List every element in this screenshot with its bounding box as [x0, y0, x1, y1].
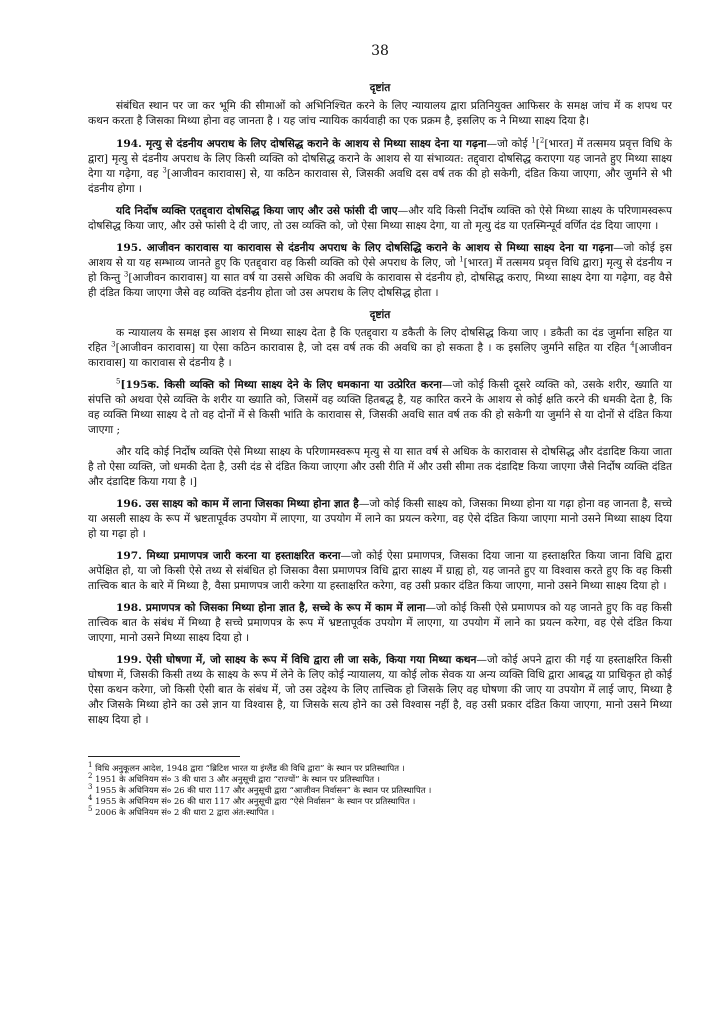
- section-195a-para-2: और यदि कोई निर्दोष व्यक्ति ऐसे मिथ्या साक्ष्य के परिणामस्वरूप मृत्यु से या सात वर्ष से अधिक के कारावास से दोषसिद्ध और दंडादिष्ट किया जाता है तो ऐसा व्यक्ति, जो धमकी देता है, उसी दंड से दंडित किया जाएगा और उसी रीति में और उसी सीमा तक दंडादिष्ट किया जाएगा जैसे निर्दोष व्यक्ति दंडित और दंडादिष्ट किया गया है ।]: [88, 446, 672, 488]
- section-195a: [88, 378, 672, 438]
- footnote-number: 3: [88, 783, 93, 792]
- section-195a-text: —जो कोई किसी दूसरे व्यक्ति को, उसके शरीर, ख्याति या संपत्ति को अथवा ऐसे व्यक्ति के शरीर या ख्याति को, जिसमें वह व्यक्ति हितबद्ध है, यह कारित करने के आशय से कोई क्षति करने की धमकी देता है, कि वह व्यक्ति मिथ्या साक्ष्य दे तो वह दोनों में से किसी भांति के कारावास से, जिसकी अवधि सात वर्ष तक की हो सकेगी या जुर्माने से या दोनों से दंडित किया जाएगा ;: [88, 379, 672, 436]
- section-197: [88, 549, 672, 594]
- footnote-text: 1951 के अधिनियम सं० 3 की धारा 3 और अनुसूची द्वारा “राज्यों” के स्थान पर प्रतिस्थापित ।: [95, 774, 380, 784]
- footnote: [88, 807, 672, 818]
- section-195: [88, 241, 672, 301]
- footnote-number: 2: [88, 772, 93, 781]
- section-196-title: 196. उस साक्ष्य को काम में लाना जिसका मिथ्या होना ज्ञात है: [116, 498, 359, 510]
- footnote-number: 4: [88, 794, 93, 803]
- section-198: [88, 601, 672, 646]
- footnote-ref: 4: [630, 340, 635, 349]
- section-194-para-2-text: —और यदि किसी निर्दोष व्यक्ति को ऐसे मिथ्या साक्ष्य के परिणामस्वरूप दोषसिद्ध किया जाए, और उसे फांसी दे दी जाए, तो उस व्यक्ति को, जो ऐसा मिथ्या साक्ष्य देगा, या तो मृत्यु दंड या एतस्मिन्पूर्व वर्णित दंड दिया जाएगा ।: [88, 205, 672, 232]
- section-198-text: —जो कोई किसी ऐसे प्रमाणपत्र को यह जानते हुए कि वह किसी तात्त्विक बात के संबंध में मिथ्या है सच्चे प्रमाणपत्र के रूप में भ्रष्टतापूर्वक उपयोग में लाएगा, या उपयोग में लाने का प्रयत्न करेगा, वह ऐसे दंडित किया जाएगा, मानो उसने मिथ्या साक्ष्य दिया हो ।: [88, 602, 673, 644]
- footnote-number: 1: [88, 761, 93, 770]
- section-194-text: [: [535, 138, 540, 150]
- section-194-text: —जो कोई: [486, 138, 532, 150]
- section-199: [88, 653, 672, 728]
- illustration-paragraph: [88, 326, 672, 371]
- footnote-ref: 1: [459, 255, 464, 264]
- section-197-text: —जो कोई ऐसा प्रमाणपत्र, जिसका दिया जाना या हस्ताक्षरित किया जाना विधि द्वारा अपेक्षित हो, या जो किसी ऐसे तथ्य से संबंधित हो जिसका वैसा प्रमाणपत्र विधि द्वारा साक्ष्य में ग्राह्य हो, यह जानते हुए या विश्वास करते हुए कि वह किसी तात्त्विक बात के बारे में मिथ्या है, वैसा प्रमाणपत्र जारी करेगा या हस्ताक्षरित करेगा, वह उसी प्रकार दंडित किया जाएगा, मानो उसने मिथ्या साक्ष्य दिया हो ।: [88, 550, 672, 592]
- footnote-ref: 3: [123, 270, 129, 279]
- footnote-text: 1955 के अधिनियम सं० 26 की धारा 117 और अनुसूची द्वारा “आजीवन निर्वासन” के स्थान पर प्रतिस्थापित ।: [95, 785, 432, 795]
- footnote-ref: 3: [162, 166, 167, 175]
- page-number: 38: [371, 43, 389, 59]
- section-196-text: —जो कोई किसी साक्ष्य को, जिसका मिथ्या होना या गढ़ा होना वह जानता है, सच्चे या असली साक्ष्य के रूप में भ्रष्टतापूर्वक उपयोग में लाएगा, या उपयोग में लाने का प्रयत्न करेगा, वह ऐसे दंडित किया जाएगा मानो उसने मिथ्या साक्ष्य दिया हो या गढ़ा हो ।: [88, 498, 672, 540]
- section-195-text: [आजीवन कारावास] या सात वर्ष या उससे अधिक की अवधि के कारावास से दंडनीय हो, दोषसिद्ध कराए, मिथ्या साक्ष्य देगा या गढ़ेगा, वह वैसे ही दंडित किया जाएगा जैसे वह व्यक्ति दंडनीय होता जो उस अपराध के लिए दोषसिद्ध होता ।: [88, 272, 672, 299]
- illustration-text: [आजीवन कारावास] या ऐसा कठिन कारावास है, जो दस वर्ष तक की अवधि का हो सकता है । क इसलिए जुर्माने सहित या रहित: [115, 342, 631, 354]
- footnote: [88, 763, 672, 774]
- illustration-text: [आजीवन कारावास] या कारावास से दंडनीय है ।: [88, 342, 672, 369]
- section-194-para-2: [88, 204, 672, 234]
- footnote: [88, 785, 672, 796]
- section-194-para-2-title: यदि निर्दोष व्यक्ति एतद्द्वारा दोषसिद्ध किया जाए और उसे फांसी दी जाए: [116, 205, 398, 217]
- illustration-paragraph: संबंधित स्थान पर जा कर भूमि की सीमाओं को अभिनिश्चित करने के लिए न्यायालय द्वारा प्रतिनियुक्त आफिसर के समक्ष जांच में क शपथ पर कथन करता है जिसका मिथ्या होना वह जानता है । यह जांच न्यायिक कार्यवाही का एक प्रक्रम है, इसलिए क ने मिथ्या साक्ष्य दिया है।: [88, 100, 672, 127]
- section-194-title: 194. मृत्यु से दंडनीय अपराध के लिए दोषसिद्ध कराने के आशय से मिथ्या साक्ष्य देना या गढ़ना: [116, 138, 487, 150]
- section-195-text: —जो कोई इस आशय से या यह सम्भाव्य जानते हुए कि एतद्द्वारा वह किसी व्यक्ति को ऐसे अपराध के लिए, जो: [88, 242, 672, 269]
- section-195a-title: [195क. किसी व्यक्ति को मिथ्या साक्ष्य देने के लिए धमकाना या उत्प्रेरित करना: [120, 379, 442, 391]
- section-198-title: 198. प्रमाणपत्र को जिसका मिथ्या होना ज्ञात है, सच्चे के रूप में काम में लाना: [116, 602, 426, 614]
- section-199-text: —जो कोई अपने द्वारा की गई या हस्ताक्षरित किसी घोषणा में, जिसकी किसी तथ्य के साक्ष्य के रूप में लेने के लिए कोई न्यायालय, या कोई लोक सेवक या अन्य व्यक्ति विधि द्वारा आबद्ध या प्राधिकृत हो कोई ऐसा कथन करेगा, जो किसी ऐसी बात के संबंध में, जो उस उद्देश्य के लिए तात्त्विक हो जिसके लिए वह घोषणा की जाए या उपयोग में लाई जाए, मिथ्या है और जिसके मिथ्या होने का उसे ज्ञान या विश्वास है, या जिसके सत्य होने का उसे विश्वास नहीं है, वह उसी प्रकार दंडित किया जाएगा, मानो उसने मिथ्या साक्ष्य दिया हो ।: [88, 654, 673, 726]
- footnote-text: 1955 के अधिनियम सं० 26 की धारा 117 और अनुसूची द्वारा “ऐसे निर्वासन” के स्थान पर प्रतिस्थापित ।: [95, 796, 416, 806]
- section-194: [88, 137, 672, 197]
- section-195-text: [भारत] में तत्समय प्रवृत्त विधि द्वारा] मृत्यु से दंडनीय न हो किन्तु: [88, 257, 673, 284]
- footnote-ref: 5: [116, 377, 121, 386]
- footnote: [88, 796, 672, 807]
- footnote: [88, 774, 672, 785]
- footnote-divider: [88, 756, 240, 757]
- footnote-ref: 3: [111, 340, 116, 349]
- illustration-text: क न्यायालय के समक्ष इस आशय से मिथ्या साक्ष्य देता है कि एतद्द्वारा य डकैती के लिए दोषसिद्ध किया जाए । डकैती का दंड जुर्माना सहित या रहित: [88, 327, 672, 354]
- section-195-title: 195. आजीवन कारावास या कारावास से दंडनीय अपराध के लिए दोषसिद्धि कराने के आशय से मिथ्या साक्ष्य देना या गढ़ना: [116, 242, 614, 254]
- illustration-heading: दृष्टांत: [369, 309, 391, 321]
- footnote-ref: 1: [531, 136, 536, 145]
- section-197-title: 197. मिथ्या प्रमाणपत्र जारी करना या हस्ताक्षरित करना: [116, 550, 341, 562]
- footnote-text: 2006 के अधिनियम सं० 2 की धारा 2 द्वारा अंत:स्थापित ।: [95, 807, 275, 817]
- footnote-number: 5: [88, 805, 93, 814]
- footnote-ref: 2: [539, 136, 545, 145]
- section-194-text: [आजीवन कारावास] से, या कठिन कारावास से, जिसकी अवधि दस वर्ष तक की हो सकेगी, दंडित किया जाएगा, और जुर्माने से भी दंडनीय होगा ।: [88, 168, 672, 195]
- section-194-text: [भारत] में तत्समय प्रवृत्त विधि के द्वारा] मृत्यु से दंडनीय अपराध के लिए किसी व्यक्ति को दोषसिद्ध कराने के आशय से या संभाव्यत: तद्द्वारा दोषसिद्ध कराएगा यह जानते हुए मिथ्या साक्ष्य देगा या गढ़ेगा, वह: [88, 138, 672, 180]
- section-196: [88, 497, 672, 542]
- footnote-text: विधि अनुकूलन आदेश, 1948 द्वारा “ब्रिटिश भारत या इंग्लैंड की विधि द्वारा” के स्थान पर प्रतिस्थापित ।: [95, 763, 405, 773]
- section-199-title: 199. ऐसी घोषणा में, जो साक्ष्य के रूप में विधि द्वारा ली जा सके, किया गया मिथ्या कथन: [116, 654, 477, 666]
- illustration-heading: दृष्टांत: [369, 82, 391, 94]
